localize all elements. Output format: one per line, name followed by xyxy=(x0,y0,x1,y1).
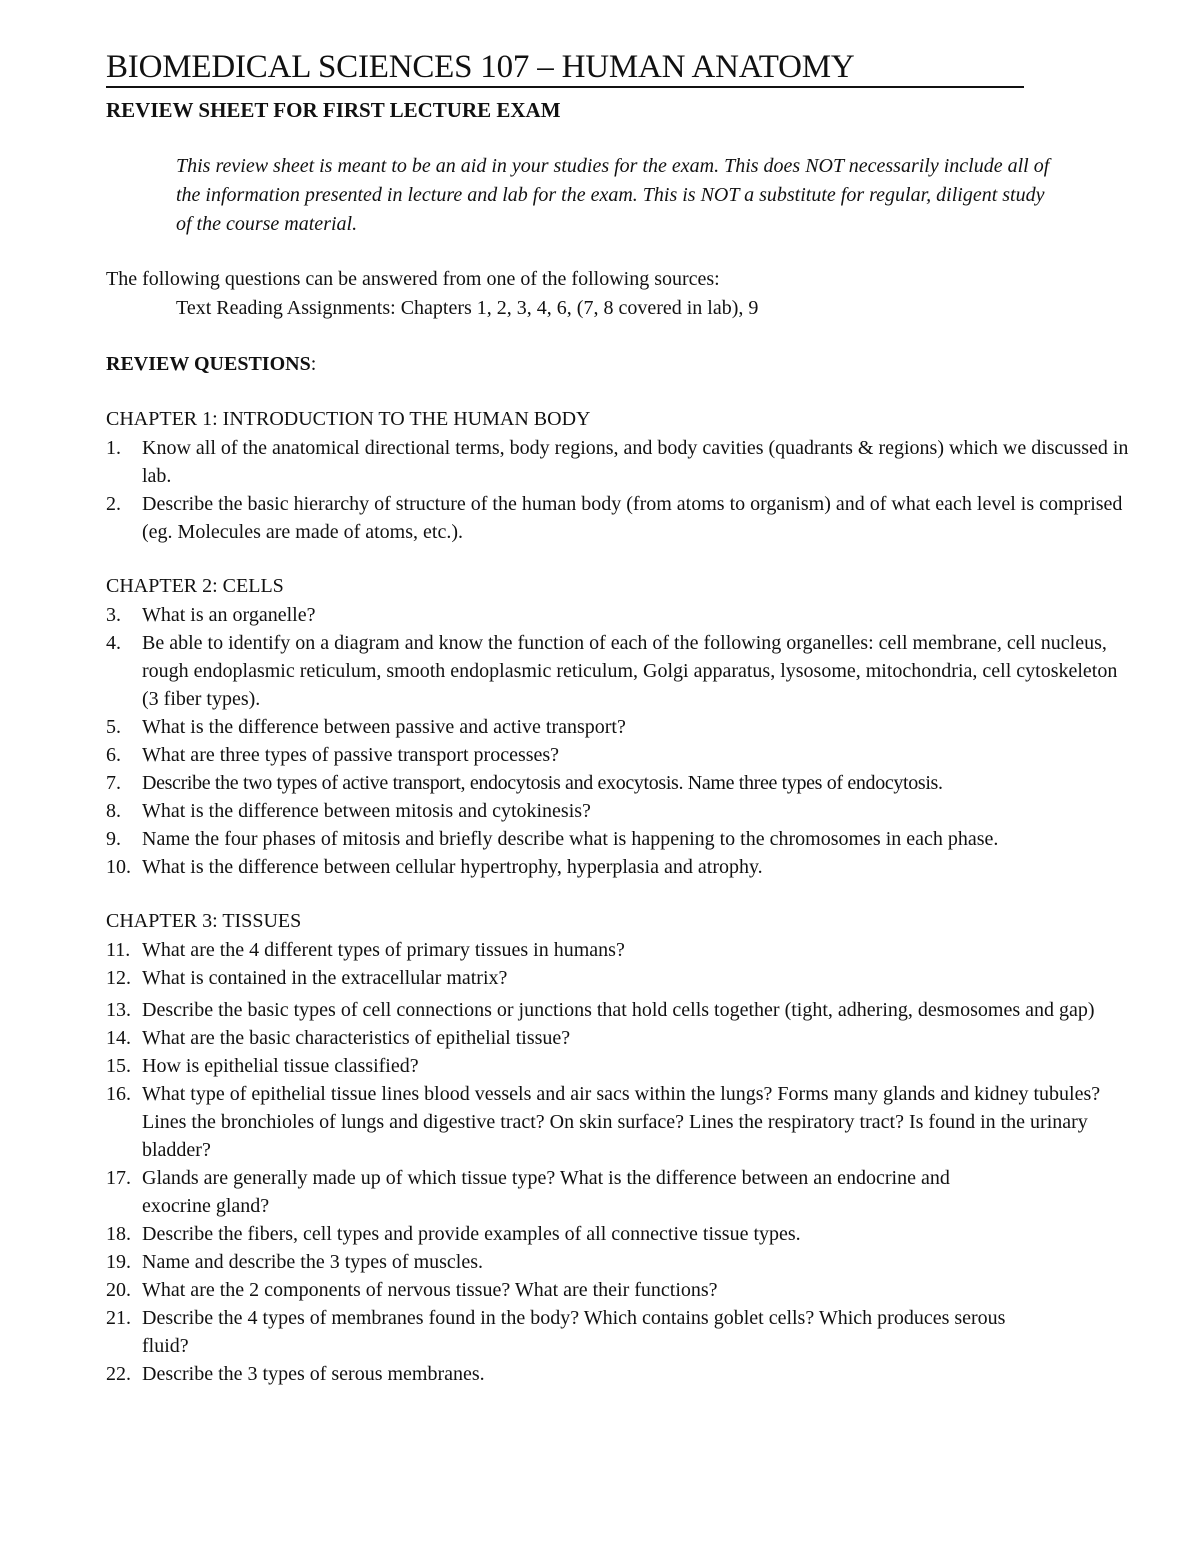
question-number: 12. xyxy=(106,967,131,989)
question-item xyxy=(106,936,1136,964)
document-page xyxy=(106,48,1136,1388)
question-item xyxy=(106,1024,1136,1052)
question-text: What are three types of passive transport processes? xyxy=(142,744,560,766)
question-item xyxy=(106,964,1136,992)
question-text: What type of epithelial tissue lines blood vessels and air sacs within the lungs? Forms many glands and kidney tubules? Lines the bronchioles of lungs and digestive tract? On skin surface? Lines the respiratory tract? Is found in the urinary bladder? xyxy=(142,1083,1101,1161)
question-number: 17. xyxy=(106,1167,131,1189)
question-item xyxy=(106,741,1136,769)
question-text: Describe the fibers, cell types and provide examples of all connective tissue types. xyxy=(142,1223,801,1245)
question-item xyxy=(106,1276,1136,1304)
chapter-section xyxy=(106,907,1136,1388)
question-number: 5. xyxy=(106,716,121,738)
question-text: Describe the 3 types of serous membranes. xyxy=(142,1363,485,1385)
document-title: BIOMEDICAL SCIENCES 107 – HUMAN ANATOMY xyxy=(106,49,855,85)
question-number: 1. xyxy=(106,437,121,459)
question-number: 18. xyxy=(106,1223,131,1245)
question-text: Describe the basic hierarchy of structure of the human body (from atoms to organism) and of what each level is comprised (eg. Molecules are made of atoms, etc.). xyxy=(142,493,1123,543)
question-number: 19. xyxy=(106,1251,131,1273)
question-number: 9. xyxy=(106,828,121,850)
question-number: 20. xyxy=(106,1279,131,1301)
question-text: Name the four phases of mitosis and briefly describe what is happening to the chromosomes in each phase. xyxy=(142,828,999,850)
question-text: What are the 4 different types of primary tissues in humans? xyxy=(142,939,625,961)
question-item xyxy=(106,1248,1136,1276)
question-number: 13. xyxy=(106,999,131,1021)
question-text: Know all of the anatomical directional terms, body regions, and body cavities (quadrants & regions) which we discussed in lab. xyxy=(142,437,1129,487)
intro-text: This review sheet is meant to be an aid in your studies for the exam. This does NOT necessarily include all of the information presented in lecture and lab for the exam. This is NOT a substitute for regular, diligent study of the course material. xyxy=(176,155,1050,235)
question-text: Describe the basic types of cell connections or junctions that hold cells together (tight, adhering, desmosomes and gap) xyxy=(142,999,1095,1021)
question-number: 15. xyxy=(106,1055,131,1077)
question-item xyxy=(106,797,1136,825)
question-text: What is an organelle? xyxy=(142,604,316,626)
review-questions-label: REVIEW QUESTIONS xyxy=(106,353,311,375)
question-text: Be able to identify on a diagram and know the function of each of the following organelles: cell membrane, cell nucleus, rough endoplasmic reticulum, smooth endoplasmic reticulum, Golgi apparatus, lysosome, mitochondria, cell cytoskeleton (3 fiber types). xyxy=(142,632,1118,710)
question-text: What is contained in the extracellular matrix? xyxy=(142,967,508,989)
question-item xyxy=(106,713,1136,741)
chapter-section xyxy=(106,405,1136,546)
question-item xyxy=(106,853,1136,881)
question-text: What is the difference between passive and active transport? xyxy=(142,716,626,738)
question-item xyxy=(106,601,1136,629)
question-item xyxy=(106,825,1136,853)
question-number: 4. xyxy=(106,632,121,654)
question-number: 21. xyxy=(106,1307,131,1329)
question-number: 14. xyxy=(106,1027,131,1049)
question-text: Glands are generally made up of which tissue type? What is the difference between an endocrine and exocrine gland? xyxy=(142,1167,950,1217)
question-text: Describe the two types of active transport, endocytosis and exocytosis. Name three types of endocytosis. xyxy=(142,772,943,794)
question-text: Name and describe the 3 types of muscles. xyxy=(142,1251,484,1273)
question-text: What is the difference between mitosis and cytokinesis? xyxy=(142,800,591,822)
question-item xyxy=(106,434,1136,490)
question-item xyxy=(106,629,1136,713)
question-number: 6. xyxy=(106,744,121,766)
question-item xyxy=(106,1080,1136,1164)
sources-lead: The following questions can be answered from one of the following sources: xyxy=(106,268,720,290)
question-item xyxy=(106,1220,1136,1248)
question-text: What are the 2 components of nervous tissue? What are their functions? xyxy=(142,1279,718,1301)
question-number: 10. xyxy=(106,856,131,878)
question-number: 3. xyxy=(106,604,121,626)
question-list xyxy=(106,601,1136,881)
sources-block xyxy=(106,265,1136,323)
chapter-heading: CHAPTER 2: CELLS xyxy=(106,575,284,597)
title-underline xyxy=(106,86,1024,88)
question-number: 7. xyxy=(106,772,121,794)
question-item xyxy=(106,490,1136,546)
question-list xyxy=(106,936,1136,1388)
intro-disclaimer xyxy=(176,152,1056,239)
question-item xyxy=(106,1052,1136,1080)
question-text: What is the difference between cellular hypertrophy, hyperplasia and atrophy. xyxy=(142,856,763,878)
question-item xyxy=(106,1164,1136,1220)
chapter-section xyxy=(106,572,1136,881)
chapter-heading: CHAPTER 3: TISSUES xyxy=(106,910,302,932)
question-number: 11. xyxy=(106,939,131,961)
reading-assignments: Text Reading Assignments: Chapters 1, 2, 3, 4, 6, (7, 8 covered in lab), 9 xyxy=(176,297,759,319)
question-number: 2. xyxy=(106,493,121,515)
review-questions-heading xyxy=(106,350,1136,379)
question-text: How is epithelial tissue classified? xyxy=(142,1055,419,1077)
question-number: 8. xyxy=(106,800,121,822)
question-item xyxy=(106,996,1136,1024)
review-questions-colon: : xyxy=(310,353,317,375)
question-item xyxy=(106,1304,1136,1360)
question-item xyxy=(106,769,1136,797)
document-subtitle: REVIEW SHEET FOR FIRST LECTURE EXAM xyxy=(106,98,561,122)
question-item xyxy=(106,1360,1136,1388)
question-number: 16. xyxy=(106,1083,131,1105)
question-text: What are the basic characteristics of epithelial tissue? xyxy=(142,1027,571,1049)
chapter-heading: CHAPTER 1: INTRODUCTION TO THE HUMAN BODY xyxy=(106,408,591,430)
question-text: Describe the 4 types of membranes found in the body? Which contains goblet cells? Which produces serous fluid? xyxy=(142,1307,1006,1357)
question-list xyxy=(106,434,1136,546)
question-number: 22. xyxy=(106,1363,131,1385)
